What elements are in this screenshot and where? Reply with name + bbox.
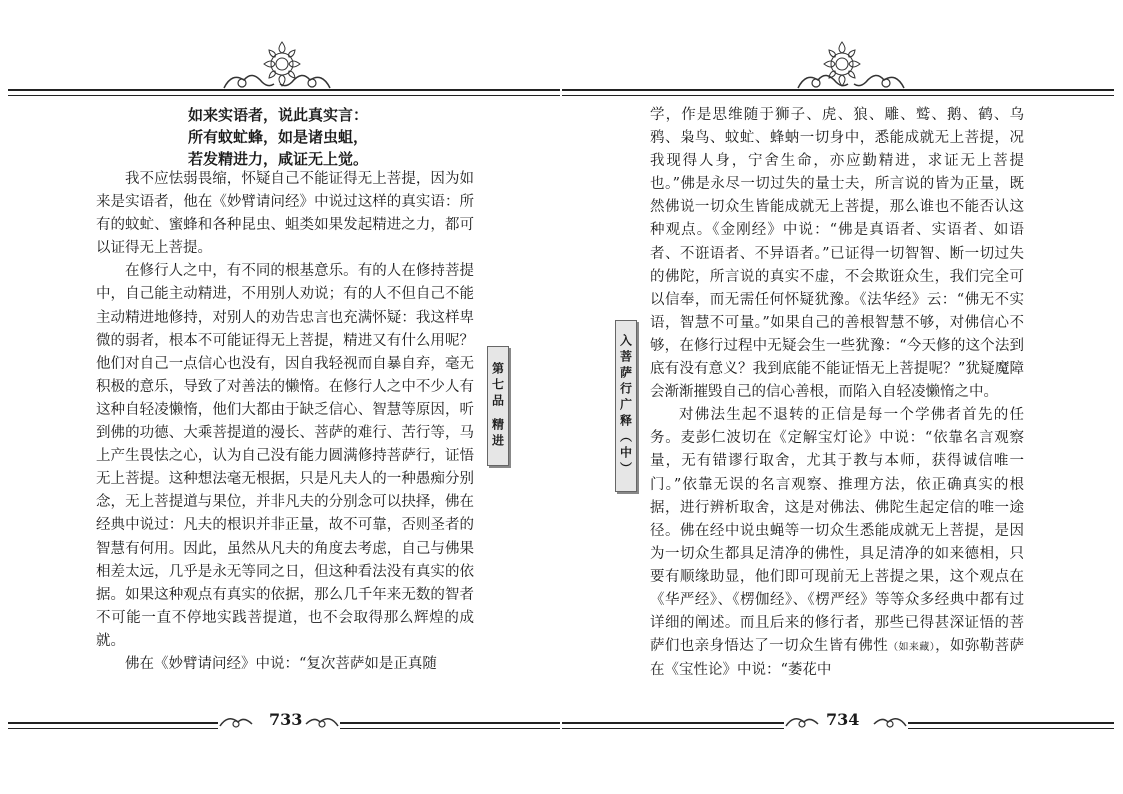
paragraph: 在修行人之中，有不同的根基意乐。有的人在修持菩提中，自己能主动精进，不用别人劝说；有的人不但自己不能主动精进地修持，对别人的劝告忠言也充满怀疑：我这样卑微的弱者，根本不可能证得无上菩提，精进又有什么用呢？他们对自己一点信心也没有，因自我轻视而自暴自弃，毫无积极的意乐，导致了对善法的懒惰。在修行人之中不少人有这种自轻凌懒惰，他们大都由于缺乏信心、智慧等原因，听到佛的功德、大乘菩提道的漫长、菩萨的难行、苦行等，马上产生畏怯之心，认为自己没有能力圆满修持菩萨行，证悟无上菩提。这种想法毫无根据，只是凡夫人的一种愚痴分别念，无上菩提道与果位，并非凡夫的分别念可以抉择，佛在经典中说过：凡夫的根识并非正量，故不可靠，否则圣者的智慧有何用。因此，虽然从凡夫的角度去考虑，自己与佛果相差太远，几乎是永无等同之日，但这种看法没有真实的依据。如果这种观点有真实的依据，那么几千年来无数的智者不可能一直不停地实践菩提道，也不会取得那么辉煌的成就。 bbox=[96, 263, 474, 649]
paragraph: 学，作是思维随于狮子、虎、狼、雕、鹫、鹅、鹤、乌鸦、枭鸟、蚊虻、蜂蚋一切身中，悉能成就无上菩提，况我现得人身，宁舍生命，亦应勤精进，求证无上菩提也。”佛是永尽一切过失的量士夫，所言说的皆为正量，既然佛说一切众生皆能成就无上菩提，那么谁也不能否认这种观点。《金刚经》中说：“佛是真语者、实语者、如语者、不诳语者、不异语者。”已证得一切智智、断一切过失的佛陀，所言说的真实不虚，不会欺诳众生，我们完全可以信奉，而无需任何怀疑犹豫。《法华经》云：“佛无不实语，智慧不可量。”如果自己的善根智慧不够，对佛信心不够，在修行过程中无疑会生一些犹豫：“今天修的这个法到底有没有意义？我到底能不能证悟无上菩提呢？”犹疑魔障会渐渐摧毁自己的信心善根，而陷入自轻凌懒惰之中。 bbox=[650, 107, 1024, 401]
verse-line: 所有蚊虻蜂，如是诸虫蛆， bbox=[188, 128, 369, 146]
footer-rule bbox=[340, 722, 560, 729]
verse-line: 若发精进力，咸证无上觉。 bbox=[188, 150, 369, 168]
verse-line: 如来实语者，说此真实言： bbox=[188, 106, 369, 124]
chapter-side-tab: 第七品 精进 bbox=[487, 346, 509, 466]
book-side-tab: 入菩萨行广释（中） bbox=[615, 320, 637, 492]
paragraph-text: ，如弥勒菩萨在《宝性论》中说：“萎花中 bbox=[650, 638, 1025, 679]
left-page bbox=[0, 0, 561, 794]
annotation-note: （如来藏） bbox=[888, 642, 936, 654]
paragraph-text: 对佛法生起不退转的正信是每一个学佛者首先的任务。麦彭仁波切在《定解宝灯论》中说：“依靠名言观察量，无有错谬行取舍，尤其于教与本师，获得诚信唯一门。”依靠无误的名言观察、推理方法，依正确真实的根据，进行辨析取舍，这是对佛法、佛陀生起定信的唯一途径。佛在经中说虫蝇等一切众生悉能成就无上菩提，是因为一切众生都具足清净的佛性，具足清净的如来德相，只要有顺缘助显，他们即可现前无上菩提之果，这个观点在《华严经》、《楞伽经》、《楞严经》等等众多经典中都有过详细的阐述。而且后来的修行者，那些已得甚深证悟的菩萨们也亲身悟达了一切众生皆有佛性 bbox=[650, 407, 1024, 655]
page-number: 734 bbox=[826, 710, 860, 729]
page-number: 733 bbox=[269, 710, 303, 729]
right-body-text bbox=[650, 104, 1024, 682]
paragraph: 佛在《妙臂请问经》中说：“复次菩萨如是正真随 bbox=[125, 655, 437, 672]
footer-rule bbox=[8, 722, 218, 729]
lotus-flower-icon bbox=[822, 40, 862, 92]
paragraph: 我不应怯弱畏缩，怀疑自己不能证得无上菩提，因为如来是实语者，他在《妙臂请问经》中说过这样的真实语：所有的蚊虻、蜜蜂和各种昆虫、蛆类如果发起精进之力，都可以证得无上菩提。 bbox=[96, 171, 474, 257]
footer-rule bbox=[562, 722, 784, 729]
right-page bbox=[562, 0, 1123, 794]
footer-rule bbox=[908, 722, 1114, 729]
lotus-flower-icon bbox=[262, 40, 302, 92]
left-body-text bbox=[96, 168, 474, 676]
paragraph bbox=[650, 404, 1024, 682]
verse-block bbox=[188, 104, 368, 170]
